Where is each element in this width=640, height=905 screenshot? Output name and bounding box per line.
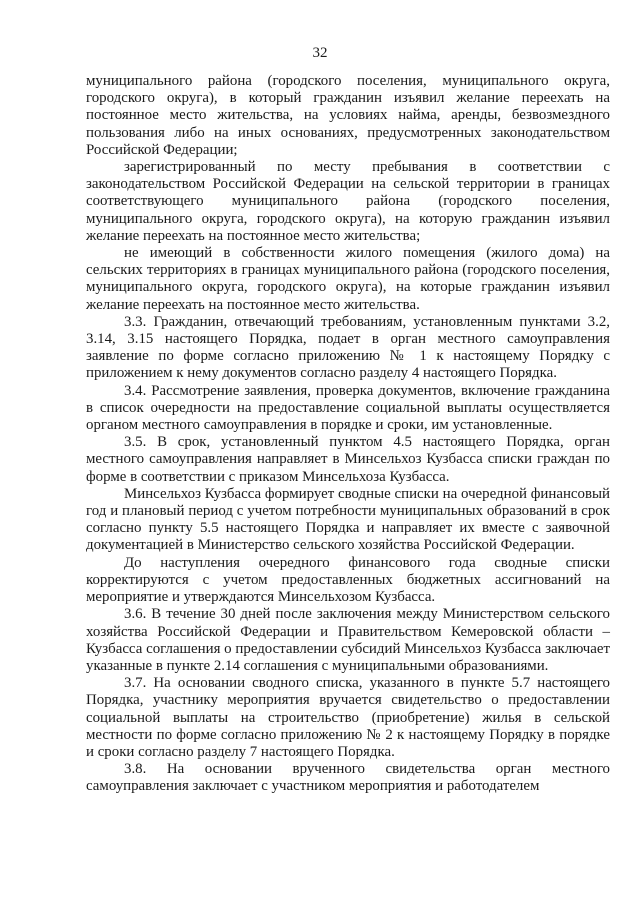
paragraph: 3.7. На основании сводного списка, указанного в пункте 5.7 настоящего Порядка, участнику мероприятия вручается свидетельство о предоставлении социальной выплаты на строительство (приобретение) жилья в сельской местности по форме согласно приложению № 2 к настоящему Порядку в порядке и сроки согласно разделу 7 настоящего Порядка. xyxy=(86,675,610,760)
paragraph: Минсельхоз Кузбасса формирует сводные списки на очередной финансовый год и плановый период с учетом потребности муниципальных образований в срок согласно пункту 5.5 настоящего Порядка и направляет их вместе с заявочной документацией в Министерство сельского хозяйства Российской Федерации. xyxy=(86,485,610,554)
paragraph: муниципального района (городского поселения, муниципального округа, городского округа), в который гражданин изъявил желание переехать на постоянное место жительства, на условиях найма, аренды, безвозмездного пользования либо на иных основаниях, предусмотренных законодательством Российской Федерации; xyxy=(86,73,610,158)
paragraph: не имеющий в собственности жилого помещения (жилого дома) на сельских территориях в границах муниципального района (городского поселения, муниципального округа, городского округа), на которые гражданин изъявил желание переехать на постоянное место жительства. xyxy=(86,245,610,313)
paragraph: До наступления очередного финансового года сводные списки корректируются с учетом предоставленных бюджетных ассигнований на мероприятие и утверждаются Минсельхозом Кузбасса. xyxy=(86,554,610,606)
paragraph: 3.4. Рассмотрение заявления, проверка документов, включение гражданина в список очередности на предоставление социальной выплаты осуществляется органом местного самоуправления в порядке и сроки, им установленные. xyxy=(86,382,610,434)
document-body xyxy=(86,73,610,796)
paragraph: 3.5. В срок, установленный пунктом 4.5 настоящего Порядка, орган местного самоуправления направляет в Минсельхоз Кузбасса списки граждан по форме в соответствии с приказом Минсельхоза Кузбасса. xyxy=(86,434,610,485)
page-number: 32 xyxy=(312,45,328,61)
paragraph: 3.8. На основании врученного свидетельства орган местного самоуправления заключает с участником мероприятия и работодателем xyxy=(86,761,610,795)
paragraph: 3.6. В течение 30 дней после заключения между Министерством сельского хозяйства Российской Федерации и Правительством Кемеровской области – Кузбасса соглашения о предоставлении субсидий Минсельхоз Кузбасса заключает указанные в пункте 2.14 соглашения с муниципальными образованиями. xyxy=(86,606,610,674)
paragraph: 3.3. Гражданин, отвечающий требованиям, установленным пунктами 3.2, 3.14, 3.15 настоящего Порядка, подает в орган местного самоуправления заявление по форме согласно приложению № 1 к настоящему Порядку с приложением к нему документов согласно разделу 4 настоящего Порядка. xyxy=(86,313,610,382)
paragraph: зарегистрированный по месту пребывания в соответствии с законодательством Российской Федерации на сельской территории в границах соответствующего муниципального района (городского поселения, муниципального округа, городского округа), на которую гражданин изъявил желание переехать на постоянное место жительства; xyxy=(86,159,610,244)
